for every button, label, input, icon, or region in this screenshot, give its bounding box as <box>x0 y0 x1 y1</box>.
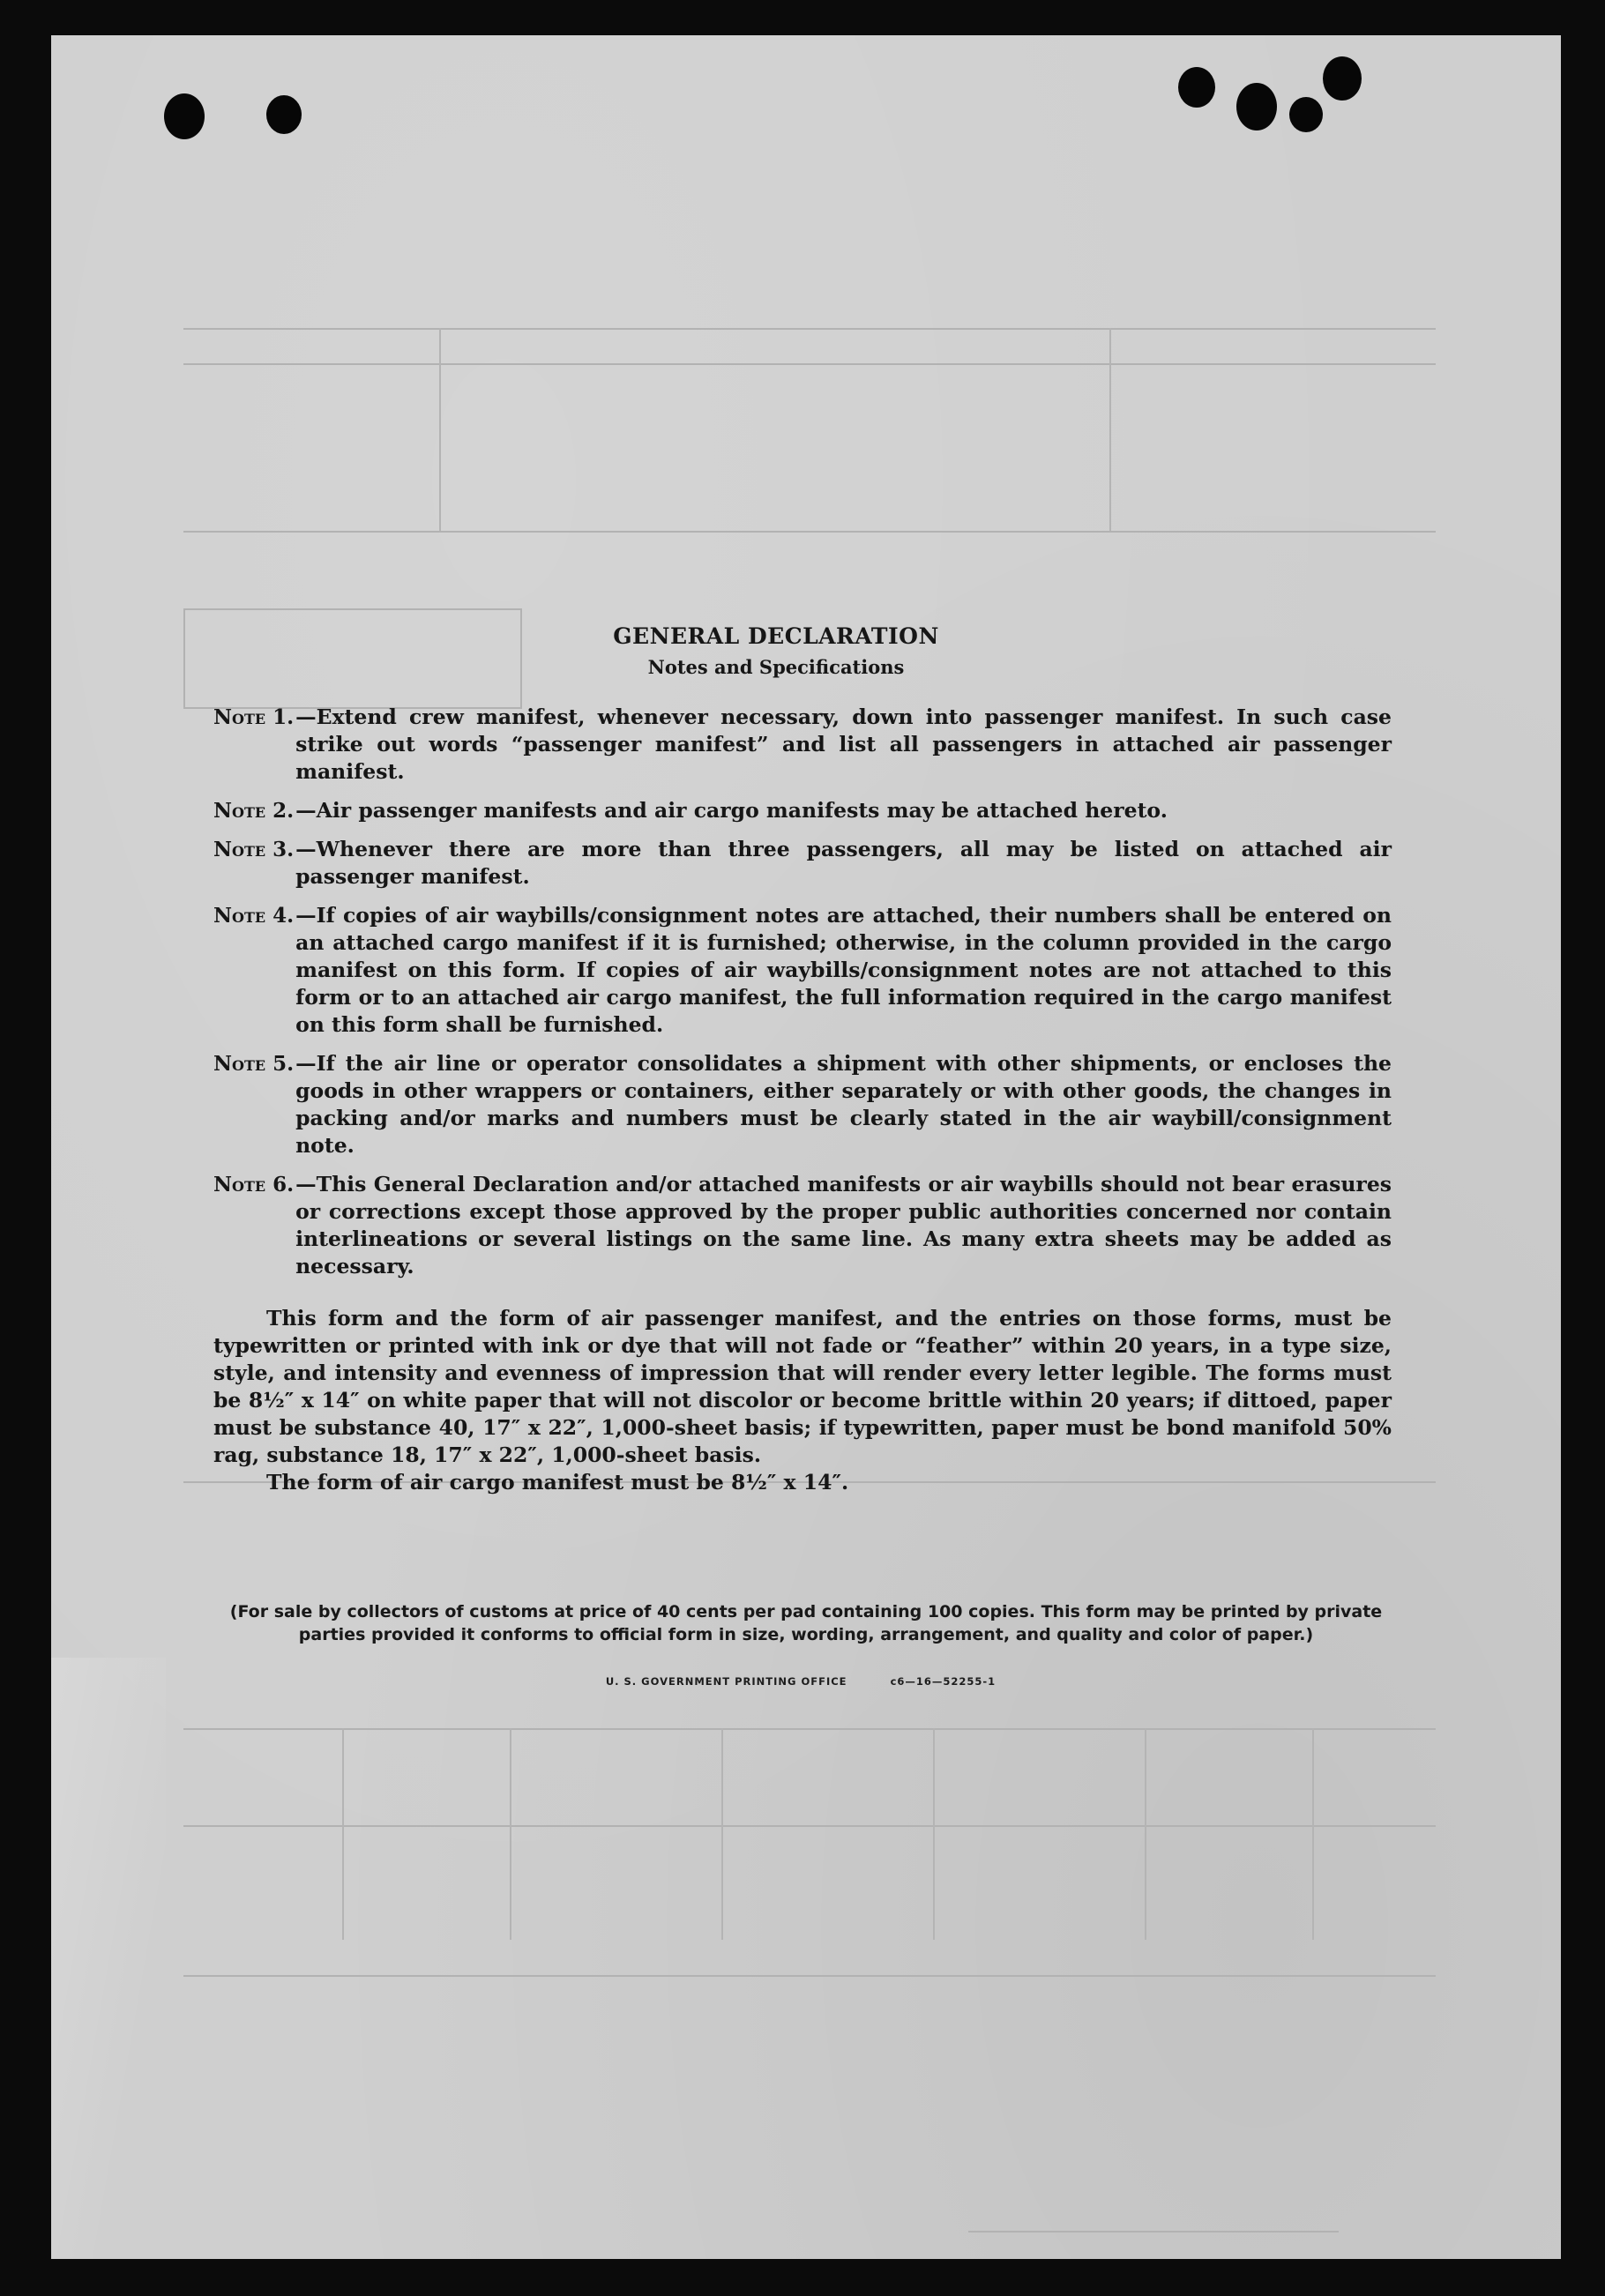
printing-office: U. S. GOVERNMENT PRINTING OFFICE <box>605 1675 847 1688</box>
note-label: Note 4. <box>213 904 295 928</box>
notes-section <box>213 622 1392 1496</box>
form-code: c6—16—52255-1 <box>890 1675 997 1688</box>
note-label: Note 3. <box>213 838 295 861</box>
note-label: Note 5. <box>213 1052 295 1076</box>
printing-office-line <box>492 1675 1109 1688</box>
bleed-through-rule <box>183 1728 1436 1730</box>
note-text: —If the air line or operator consolidates a shipment with other shipments, or encloses the goods in other wrappers or containers, either separately or with other goods, the changes in packing and/or marks and numbers must be clearly stated in the air waybill/consignment note. <box>295 1051 1392 1158</box>
form-specification-paragraph: This form and the form of air passenger manifest, and the entries on those forms, must be typewritten or printed with ink or dye that will not fade or “feather” within 20 years, in a type size, style, and intensity and evenness of impression that will render every letter legible. The forms must be 8½″ x 14″ on white paper that will not discolor or become brittle within 20 years; if dittoed, paper must be substance 40, 17″ x 22″, 1,000-sheet basis; if typewritten, paper must be bond manifold 50% rag, substance 18, 17″ x 22″, 1,000-sheet basis. <box>213 1306 1392 1467</box>
bleed-through-rule <box>510 1728 511 1940</box>
bleed-through-rule <box>1109 328 1111 531</box>
note-item <box>213 1050 1392 1159</box>
notes-subtitle: Notes and Specifications <box>647 656 905 678</box>
bleed-through-rule <box>183 363 1436 365</box>
punch-hole <box>1323 56 1362 101</box>
bleed-through-rule <box>721 1728 723 1940</box>
note-item <box>213 704 1392 786</box>
note-label: Note 1. <box>213 705 295 729</box>
bleed-through-rule <box>1145 1728 1146 1940</box>
punch-hole <box>1178 67 1215 108</box>
bleed-through-rule <box>342 1728 344 1940</box>
note-text: —Whenever there are more than three passengers, all may be listed on attached air passenger manifest. <box>295 837 1392 889</box>
sale-notice: (For sale by collectors of customs at price of 40 cents per pad containing 100 copies. This form may be printed by private parties provided it conforms to official form in size, wording, arrangement, and quality and color of paper.) <box>229 1602 1383 1644</box>
punch-hole <box>164 93 205 139</box>
note-text: —This General Declaration and/or attached manifests or air waybills should not bear erasures or corrections except those approved by the proper public authorities concerned nor contain interlineations or several listings on the same line. As many extra sheets may be added as necessary. <box>295 1172 1392 1278</box>
note-label: Note 2. <box>213 799 295 823</box>
bleed-through-rule <box>183 1975 1436 1977</box>
punch-hole <box>266 95 302 134</box>
note-item <box>213 836 1392 891</box>
note-item <box>213 902 1392 1039</box>
note-text: —If copies of air waybills/consignment notes are attached, their numbers shall be entered on an attached cargo manifest if it is furnished; otherwise, in the column provided in the cargo manifest on this form. If copies of air waybills/consignment notes are not attached to this form or to an attached air cargo manifest, the full information required in the cargo manifest on this form shall be furnished. <box>295 903 1392 1037</box>
punch-hole <box>1289 97 1323 132</box>
bleed-through-rule <box>183 1825 1436 1827</box>
note-text: —Extend crew manifest, whenever necessary, down into passenger manifest. In such case strike out words “passenger manifest” and list all passengers in attached air passenger manifest. <box>295 704 1392 784</box>
document-sheet <box>51 35 1561 2259</box>
note-label: Note 6. <box>213 1173 295 1196</box>
bleed-through-rule <box>439 328 441 531</box>
note-item <box>213 1171 1392 1280</box>
note-text: —Air passenger manifests and air cargo manifests may be attached hereto. <box>295 798 1168 823</box>
bleed-through-rule <box>183 531 1436 533</box>
bleed-through-rule <box>183 328 1436 330</box>
paper-fold-shadow <box>51 1658 166 2259</box>
notes-title: GENERAL DECLARATION <box>613 623 939 649</box>
handwriting-bleed-through <box>188 714 199 755</box>
bleed-through-rule <box>968 2231 1339 2233</box>
bleed-through-rule <box>1312 1728 1314 1940</box>
bleed-through-rule <box>933 1728 935 1940</box>
cargo-manifest-size-paragraph: The form of air cargo manifest must be 8½″ x 14″. <box>266 1470 849 1495</box>
punch-hole <box>1236 83 1277 130</box>
note-item <box>213 797 1392 824</box>
